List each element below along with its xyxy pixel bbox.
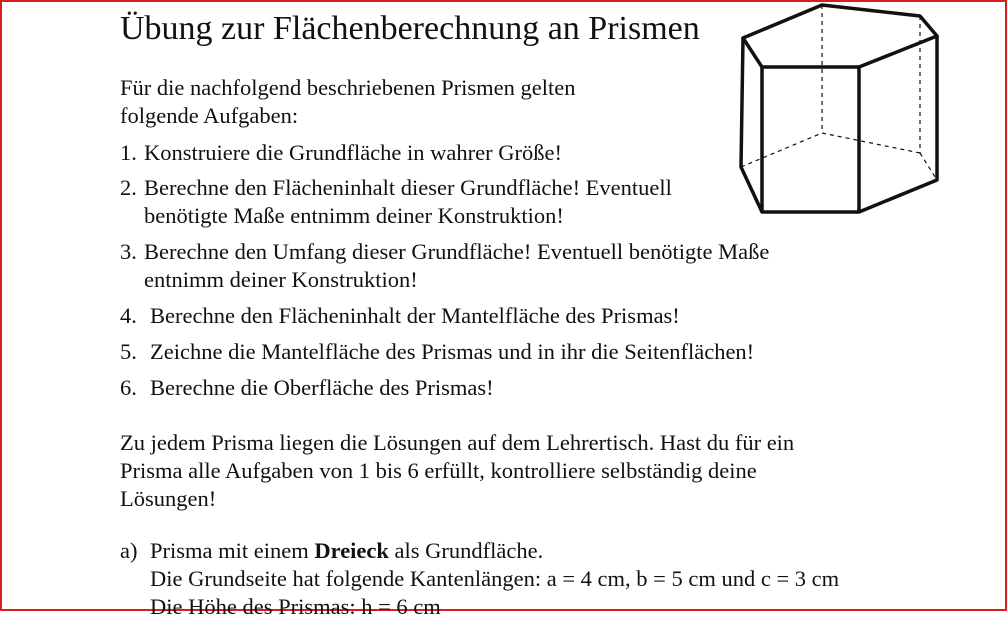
task-3-text-line-1: Berechne den Umfang dieser Grundfläche! Eventuell benötigte Maße — [144, 239, 770, 264]
part-a-suffix: als Grundfläche. — [388, 538, 544, 563]
note-line-1: Zu jedem Prisma liegen die Lösungen auf dem Lehrertisch. Hast du für ein — [120, 430, 795, 455]
task-6-number: 6. — [120, 375, 137, 400]
intro-line-2: folgende Aufgaben: — [120, 103, 299, 128]
note-line-3: Lösungen! — [120, 486, 217, 511]
note-line-2: Prisma alle Aufgaben von 1 bis 6 erfüllt, kontrolliere selbständig deine — [120, 458, 757, 483]
task-1-number: 1. — [120, 140, 137, 165]
task-2-text-line-1: Berechne den Flächeninhalt dieser Grundfläche! Eventuell — [144, 175, 672, 200]
task-1-text: Konstruiere die Grundfläche in wahrer Größe! — [144, 140, 562, 165]
task-5-number: 5. — [120, 339, 137, 364]
task-4-text: Berechne den Flächeninhalt der Mantelfläche des Prismas! — [150, 303, 680, 328]
part-a-shape-name: Dreieck — [314, 538, 389, 563]
page-title: Übung zur Flächenberechnung an Prismen — [120, 10, 700, 47]
task-3-number: 3. — [120, 239, 137, 264]
part-a-line-1 — [150, 537, 543, 565]
task-3-text-line-2: entnimm deiner Konstruktion! — [144, 267, 418, 292]
intro-line-1: Für die nachfolgend beschriebenen Prismen gelten — [120, 75, 576, 100]
part-a-label: a) — [120, 538, 138, 563]
task-6-text: Berechne die Oberfläche des Prismas! — [150, 375, 494, 400]
task-4-number: 4. — [120, 303, 137, 328]
pentagonal-prism-icon — [735, 2, 950, 220]
task-2-text-line-2: benötigte Maße entnimm deiner Konstruktion! — [144, 203, 564, 228]
part-a-prefix: Prisma mit einem — [150, 538, 315, 563]
part-a-line-3: Die Höhe des Prismas: h = 6 cm — [150, 594, 441, 619]
task-2-number: 2. — [120, 175, 137, 200]
task-5-text: Zeichne die Mantelfläche des Prismas und in ihr die Seitenflächen! — [150, 339, 755, 364]
part-a-line-2: Die Grundseite hat folgende Kantenlängen: a = 4 cm, b = 5 cm und c = 3 cm — [150, 566, 840, 591]
